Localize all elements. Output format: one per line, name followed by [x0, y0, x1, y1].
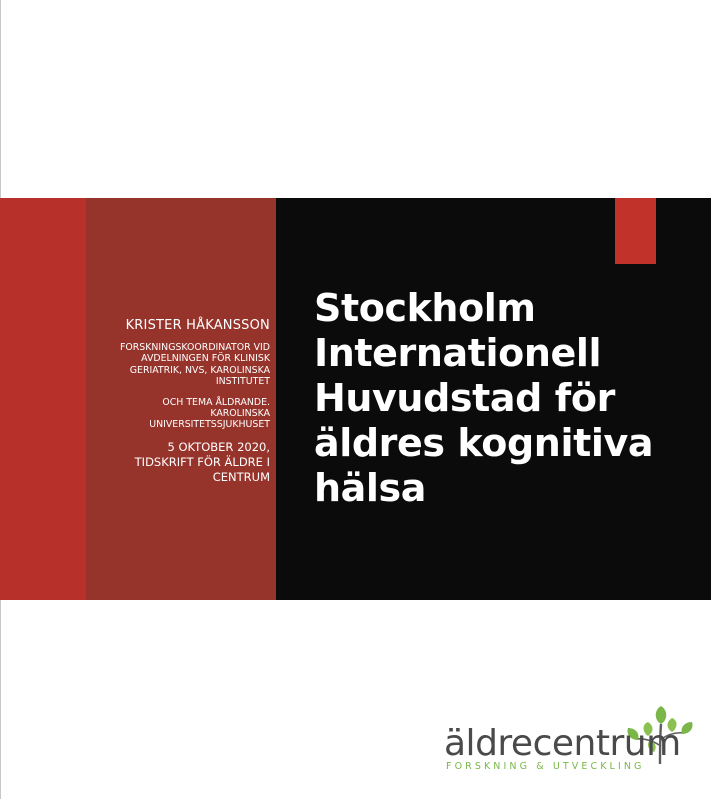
author-name: KRISTER HÅKANSSON	[125, 318, 270, 333]
author-affiliation-line: GERIATRIK, NVS, KAROLINSKA	[129, 364, 270, 376]
logo-wordmark: äldrecentrum	[444, 723, 681, 764]
logo-tagline: FORSKNING & UTVECKLING	[446, 761, 645, 772]
author-block	[90, 318, 270, 485]
slide-title	[314, 286, 704, 511]
author-affiliation-2	[90, 397, 270, 431]
aldrecentrum-logo	[444, 706, 694, 776]
slide-title-line: hälsa	[314, 466, 426, 510]
author-affiliation-line: INSTITUTET	[215, 376, 270, 388]
slide-title-line: Internationell	[314, 331, 602, 375]
accent-tab	[615, 198, 656, 264]
publication-date-line: TIDSKRIFT FÖR ÄLDRE I	[134, 454, 270, 469]
slide-title-line: Stockholm	[314, 286, 536, 330]
publication-date-line: CENTRUM	[212, 469, 270, 484]
author-affiliation-2-line: UNIVERSITETSSJUKHUSET	[149, 419, 270, 431]
author-affiliation	[90, 342, 270, 388]
slide-title-line: äldres kognitiva	[314, 421, 654, 465]
author-affiliation-2-line: OCH TEMA ÅLDRANDE.	[162, 396, 270, 408]
author-affiliation-2-line: KAROLINSKA	[210, 408, 270, 420]
slide-title-line: Huvudstad för	[314, 376, 615, 420]
publication-date-line: 5 OKTOBER 2020,	[167, 439, 270, 454]
author-affiliation-line: AVDELNINGEN FÖR KLINISK	[141, 353, 270, 365]
publication-date	[90, 440, 270, 485]
author-affiliation-line: FORSKNINGSKOORDINATOR VID	[120, 342, 270, 353]
band-red-column	[0, 198, 86, 600]
